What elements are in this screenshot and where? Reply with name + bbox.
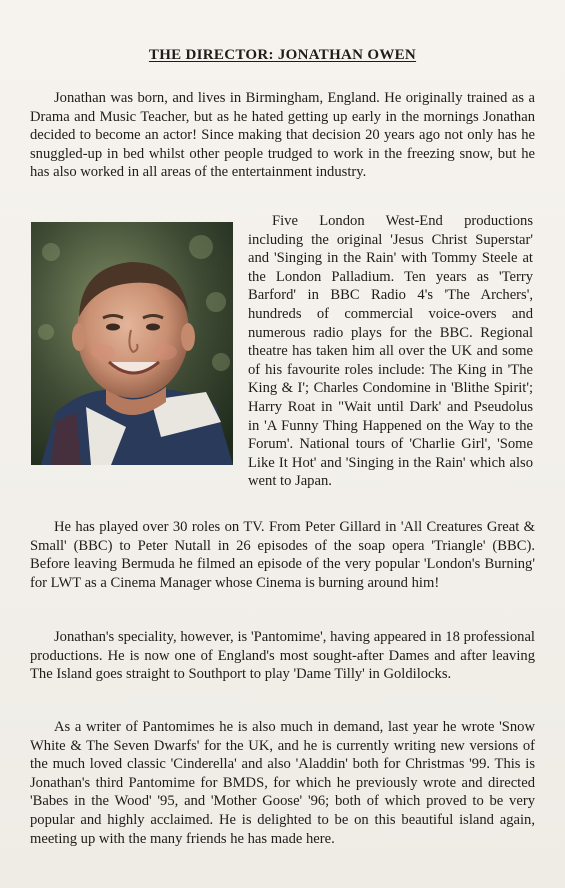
writer-paragraph: As a writer of Pantomimes he is also much in demand, last year he wrote 'Snow White & The Seven Dwarfs' for the UK, and he is currently writing new versions of the much loved classic 'Cinderella' and also 'Aladdin' both for Christmas '99. This is Jonathan's third Pantomime for BMDS, for which he previously wrote and directed 'Babes in the Wood' '95, and 'Mother Goose' '96; both of which proved to be very popular and highly acclaimed. He is delighted to be on this beautiful island again, meeting up with the many friends he has made here. bbox=[30, 719, 535, 847]
stage-career-paragraph: Five London West-End productions including the original 'Jesus Christ Superstar' and 'Singing in the Rain' with Tommy Steele at the London Palladium. Ten years as 'Terry Barford' in BBC Radio 4's 'The Archers', hundreds of commercial voice-overs and numerous radio plays for the BBC. Regional theatre has taken him all over the UK and some of his favourite roles include: The King in 'The King & I'; Charles Condomine in 'Blithe Spirit'; Harry Roat in "Wait until Dark' and Pseudolus in 'A Funny Thing Happened on the Way to the Forum'. National tours of 'Charlie Girl', 'Some Like It Hot' and 'Singing in the Rain' which also went to Japan. bbox=[248, 213, 533, 490]
portrait-photo bbox=[31, 222, 233, 465]
page-title: THE DIRECTOR: JONATHAN OWEN bbox=[148, 47, 417, 63]
pantomime-paragraph: Jonathan's speciality, however, is 'Pantomime', having appeared in 18 professional productions. He is now one of England's most sought-after Dames and after leaving The Island goes straight to Southport to play 'Dame Tilly' in Goldilocks. bbox=[30, 629, 535, 683]
intro-paragraph: Jonathan was born, and lives in Birmingham, England. He originally trained as a Drama and Music Teacher, but as he hated getting up early in the mornings Jonathan decided to become an actor! Since making that decision 20 years ago not only has he snuggled-up in bed whilst other people trudged to work in the freezing snow, but he has also worked in all areas of the entertainment industry. bbox=[30, 90, 535, 181]
tv-career-paragraph: He has played over 30 roles on TV. From Peter Gillard in 'All Creatures Great & Small' (BBC) to Peter Nutall in 26 episodes of the soap opera 'Triangle' (BBC). Before leaving Bermuda he filmed an episode of the very popular 'London's Burning' for LWT as a Cinema Manager whose Cinema is burning around him! bbox=[30, 519, 535, 591]
